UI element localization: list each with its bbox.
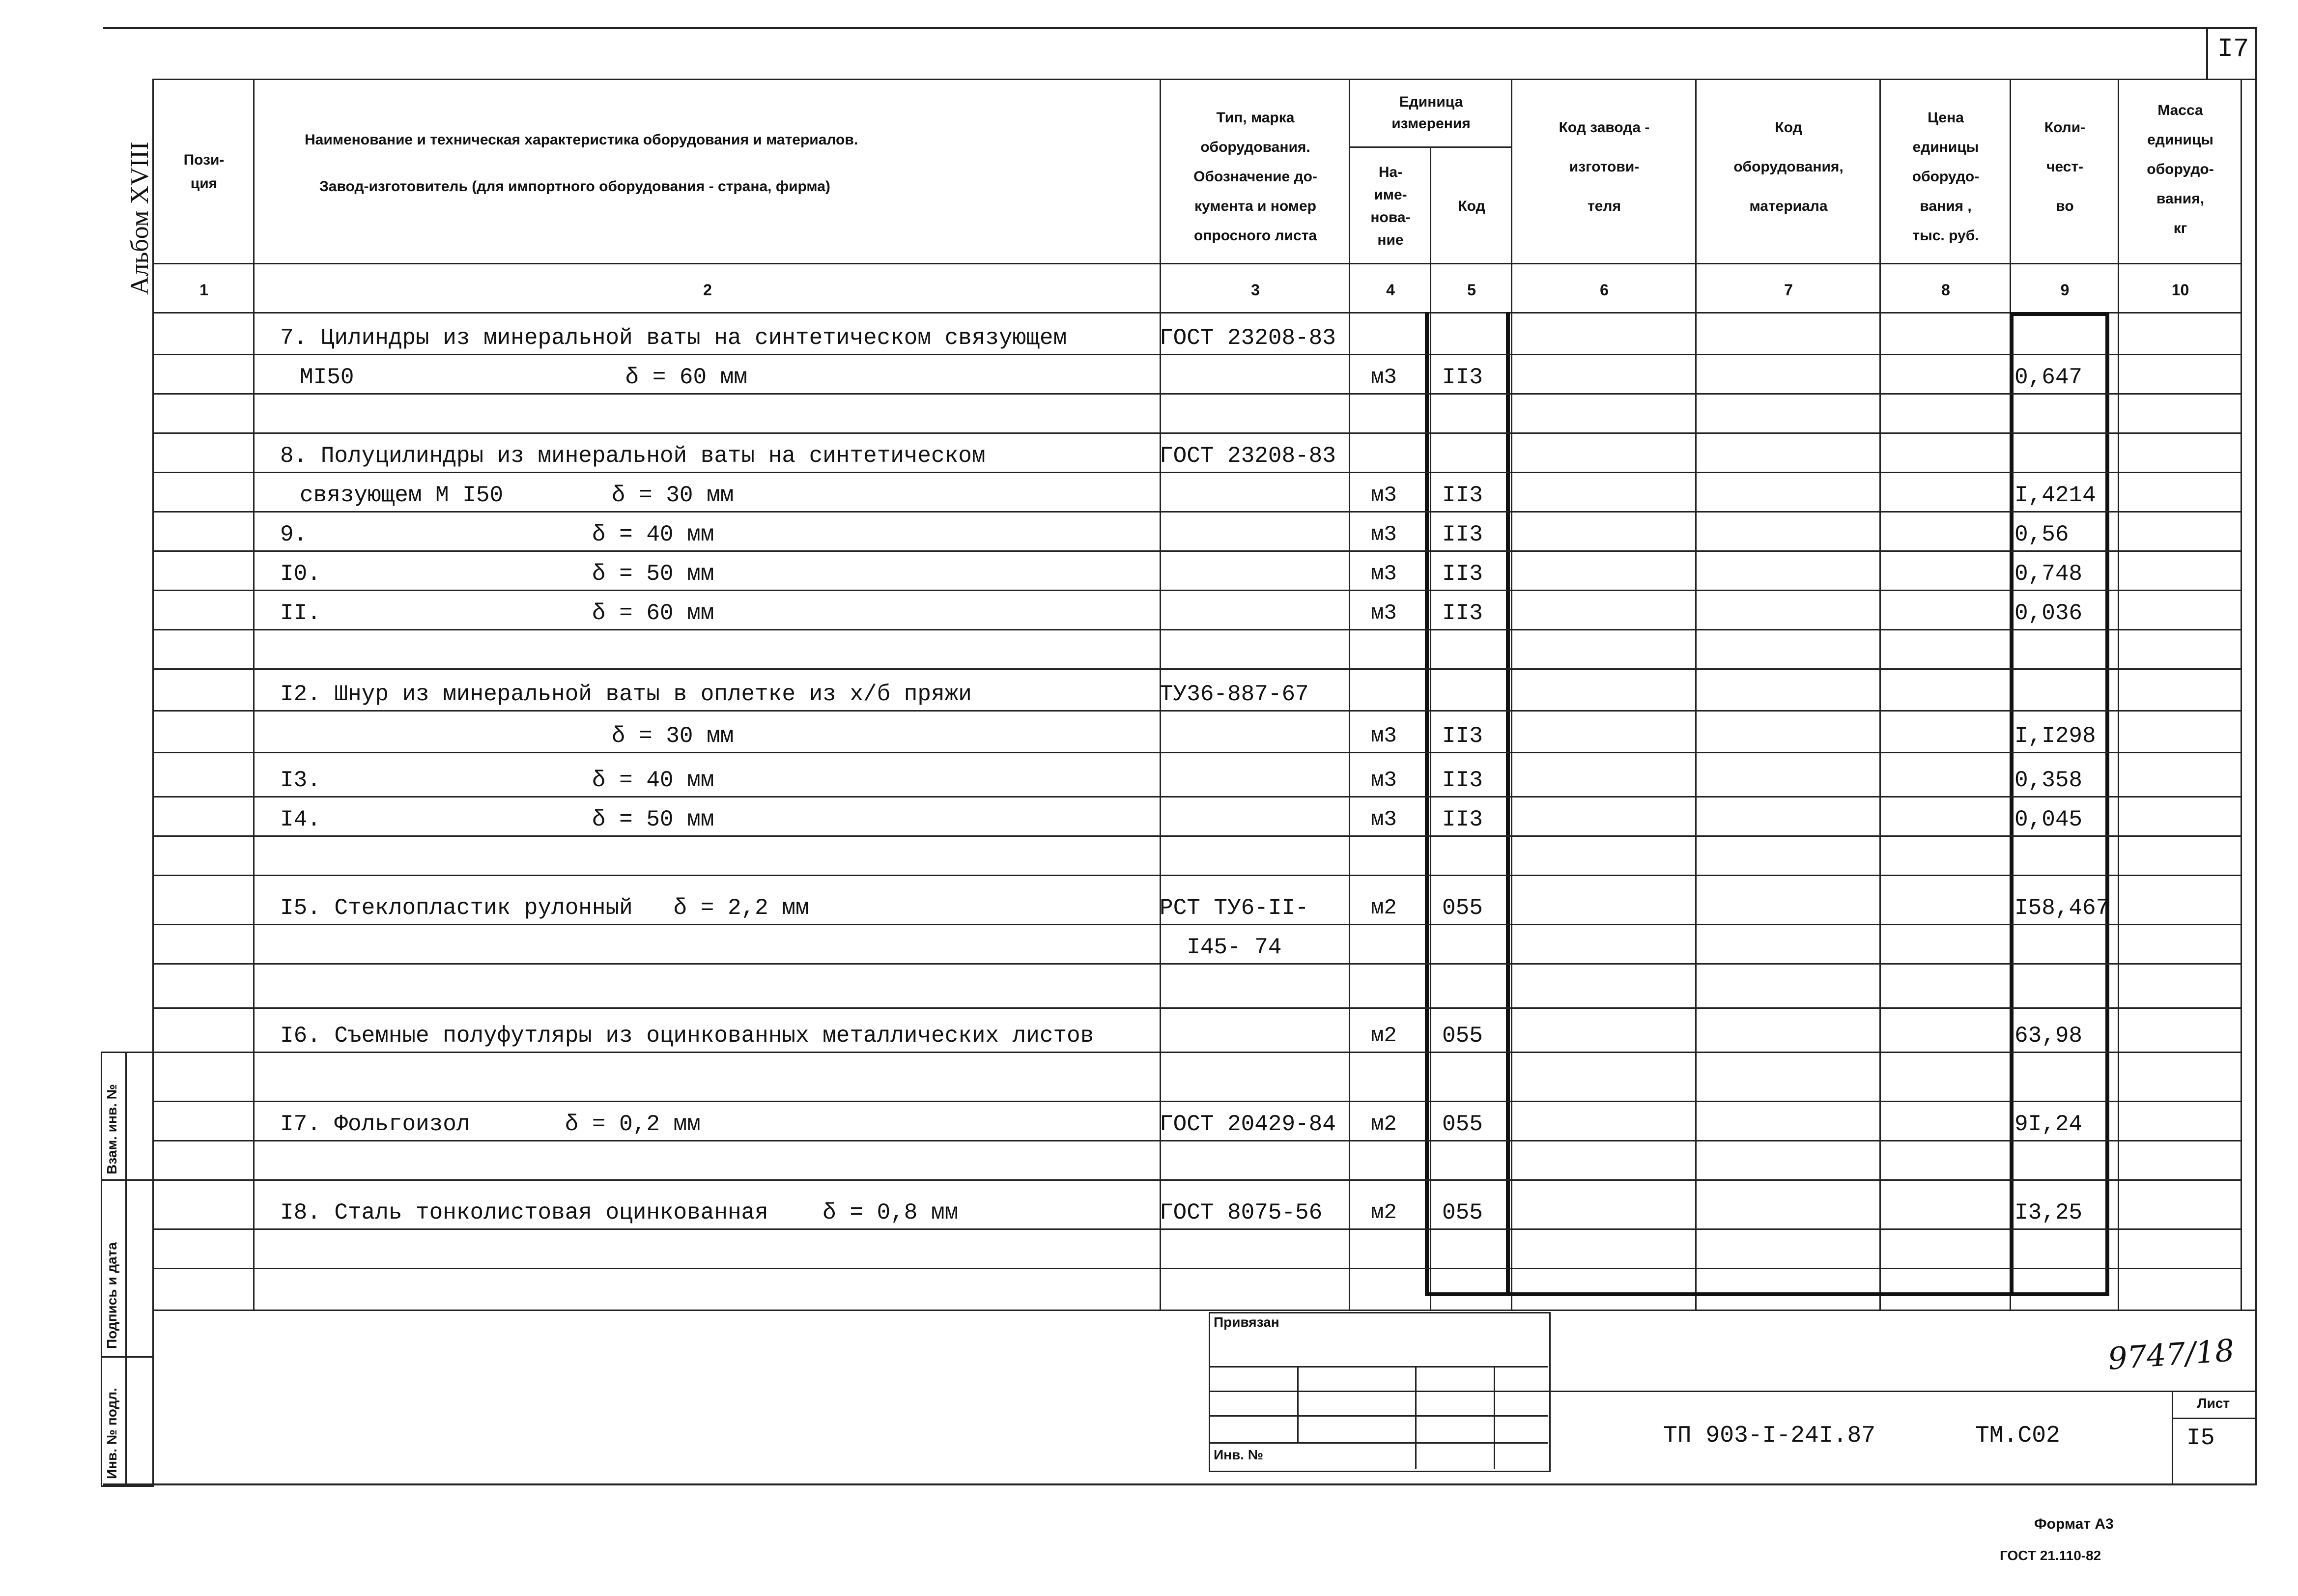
row-qty: 9I,24 — [2014, 1112, 2083, 1137]
header-name-b: Завод-изготовитель (для импортного оборудования - страна, фирма) — [319, 178, 830, 195]
row-qty: I3,25 — [2014, 1200, 2083, 1226]
row-code: 055 — [1442, 1200, 1483, 1226]
row-unit: м3 — [1371, 365, 1397, 390]
header-bottom-line — [152, 263, 2241, 264]
row-code: 055 — [1442, 1023, 1483, 1049]
row-code: II3 — [1442, 522, 1483, 547]
row-qty: I,I298 — [2014, 723, 2096, 749]
row-divider — [152, 1140, 2241, 1141]
row-unit: м3 — [1371, 522, 1397, 547]
row-name: δ = 30 мм — [300, 723, 734, 749]
row-type: ГОСТ 23208-83 — [1160, 325, 1336, 351]
col-line-4 — [1430, 146, 1431, 1310]
row-divider — [152, 511, 2241, 513]
row-qty: 0,036 — [2014, 600, 2083, 626]
row-type: РСТ ТУ6-II- — [1160, 895, 1309, 921]
colnum-8: 8 — [1941, 281, 1950, 299]
row-code: II3 — [1442, 483, 1483, 508]
corner-number: I7 — [2217, 34, 2249, 64]
row-divider — [152, 796, 2241, 798]
row-divider — [152, 1179, 2241, 1181]
list-number: I5 — [2186, 1425, 2215, 1452]
row-divider — [152, 590, 2241, 591]
row-type: ГОСТ 23208-83 — [1160, 443, 1336, 469]
sheet-frame-top — [152, 79, 2255, 80]
row-name: I5. Стеклопластик рулонный δ = 2,2 мм — [280, 895, 809, 921]
col-line-7 — [1879, 79, 1881, 1310]
colnum-10: 10 — [2171, 281, 2189, 299]
side-stamp-vline — [125, 1052, 127, 1484]
thick-line-code — [1506, 312, 1510, 1295]
privyazan-line-2 — [1209, 1391, 1548, 1392]
row-type: ТУ36-887-67 — [1160, 682, 1309, 707]
row-divider — [152, 835, 2241, 837]
row-divider — [152, 629, 2241, 630]
row-name: I7. Фольгоизол δ = 0,2 мм — [280, 1112, 701, 1137]
row-divider — [152, 550, 2241, 552]
row-qty: I58,467 — [2014, 895, 2110, 921]
row-unit: м3 — [1371, 768, 1397, 793]
row-divider — [152, 1228, 2241, 1230]
row-unit: м2 — [1371, 1200, 1397, 1225]
colnum-6: 6 — [1600, 281, 1609, 299]
row-divider — [152, 668, 2241, 670]
row-divider — [152, 752, 2241, 753]
row-type: ГОСТ 8075-56 — [1160, 1200, 1323, 1226]
row-type: I45- 74 — [1160, 935, 1282, 960]
colnum-2: 2 — [703, 281, 712, 299]
colnum-4: 4 — [1386, 281, 1395, 299]
row-name: II. δ = 60 мм — [280, 600, 714, 626]
row-code: II3 — [1442, 807, 1483, 832]
header-unit-code: Код — [1458, 198, 1485, 214]
header-mass: Масса единицы оборудо- вания, кг — [2147, 102, 2214, 236]
row-code: II3 — [1442, 365, 1483, 390]
colnum-3: 3 — [1251, 281, 1260, 299]
privyazan-line-1 — [1209, 1366, 1548, 1368]
col-line-1 — [253, 79, 255, 1310]
row-divider — [152, 1007, 2241, 1009]
handwritten-number: 9747/18 — [2106, 1332, 2236, 1377]
row-unit: м3 — [1371, 483, 1397, 508]
row-name: I6. Съемные полуфутляры из оцинкованных металлических листов — [280, 1023, 1094, 1049]
row-name: I0. δ = 50 мм — [280, 561, 714, 587]
row-name: I2. Шнур из минеральной ваты в оплетке из х/б пряжи — [280, 682, 972, 707]
header-position: Пози- ция — [183, 152, 225, 192]
row-code: II3 — [1442, 768, 1483, 793]
gost-label: ГОСТ 21.110-82 — [2000, 1548, 2101, 1563]
row-qty: 0,045 — [2014, 807, 2083, 832]
header-price: Цена единицы оборудо- вания , тыс. руб. — [1912, 110, 1980, 244]
row-name: МI50 δ = 60 мм — [300, 365, 747, 390]
row-unit: м3 — [1371, 601, 1397, 626]
list-vline — [2172, 1391, 2173, 1484]
col-line-3 — [1349, 79, 1350, 1310]
privyazan-line-4 — [1209, 1442, 1548, 1444]
side-stamp-signature: Подпись и дата — [104, 1242, 119, 1349]
title-block-top — [152, 1310, 2255, 1311]
row-code: II3 — [1442, 561, 1483, 587]
row-name: 9. δ = 40 мм — [280, 522, 714, 547]
row-divider — [152, 1268, 2241, 1269]
privyazan-vline-1 — [1297, 1366, 1299, 1442]
list-hline — [2172, 1418, 2255, 1419]
header-unit: Единица измерения — [1391, 94, 1471, 132]
colnum-1: 1 — [199, 281, 208, 299]
col-line-9 — [2118, 79, 2119, 1310]
row-unit: м3 — [1371, 562, 1397, 586]
row-unit: м2 — [1371, 896, 1397, 920]
side-stamp-inv-podl: Инв. № подл. — [104, 1388, 119, 1479]
colnum-9: 9 — [2060, 281, 2070, 299]
row-code: 055 — [1442, 1112, 1483, 1137]
row-name: 8. Полуцилиндры из минеральной ваты на синтетическом — [280, 443, 986, 469]
row-name: I3. δ = 40 мм — [280, 768, 714, 793]
doc-code-line — [1548, 1391, 2255, 1392]
row-name: I4. δ = 50 мм — [280, 807, 714, 832]
side-stamp-zam-inv: Взам. инв. № — [104, 1084, 119, 1174]
privyazan-vline-2 — [1415, 1366, 1417, 1469]
row-divider — [152, 393, 2241, 395]
row-divider — [152, 472, 2241, 473]
row-qty: I,4214 — [2014, 483, 2096, 508]
row-divider — [152, 354, 2241, 355]
row-unit: м2 — [1371, 1024, 1397, 1048]
inv-label: Инв. № — [1214, 1447, 1264, 1462]
col-line-10 — [2241, 79, 2242, 1310]
row-name: 7. Цилиндры из минеральной ваты на синтетическом связующем — [280, 325, 1067, 351]
header-equip-code: Код оборудования, материала — [1733, 119, 1844, 214]
thick-line-qty-right — [2105, 312, 2109, 1295]
header-plant-code: Код завода - изготови- теля — [1559, 119, 1650, 214]
row-divider — [152, 1052, 2241, 1053]
row-unit: м3 — [1371, 724, 1397, 748]
privyazan-line-3 — [1209, 1415, 1548, 1417]
thick-line-qty-left — [2010, 312, 2014, 1295]
doc-code: ТП 903-I-24I.87 — [1663, 1423, 1876, 1449]
row-divider — [152, 710, 2241, 712]
col-line-5 — [1511, 79, 1512, 1310]
row-qty: 0,647 — [2014, 365, 2083, 390]
format-label: Формат А3 — [2034, 1516, 2114, 1532]
header-name-a: Наименование и техническая характеристика оборудования и материалов. — [305, 132, 858, 148]
row-unit: м2 — [1371, 1112, 1397, 1137]
privyazan-vline-3 — [1494, 1366, 1495, 1469]
privyazan-label: Привязан — [1214, 1314, 1279, 1330]
header-qty: Коли- чест- во — [2044, 119, 2086, 214]
row-qty: 0,748 — [2014, 561, 2083, 587]
colnum-5: 5 — [1467, 281, 1476, 299]
row-divider — [152, 432, 2241, 434]
row-type: ГОСТ 20429-84 — [1160, 1112, 1336, 1137]
header-unit-name: На- име- нова- ние — [1370, 164, 1411, 248]
row-qty: 63,98 — [2014, 1023, 2083, 1049]
thick-line-unit — [1425, 312, 1429, 1295]
row-qty: 0,56 — [2014, 522, 2069, 547]
row-unit: м3 — [1371, 807, 1397, 832]
row-divider — [152, 875, 2241, 876]
list-label: Лист — [2197, 1396, 2230, 1411]
row-divider — [152, 963, 2241, 965]
row-name: I8. Сталь тонколистовая оцинкованная δ = 0,8 мм — [280, 1200, 959, 1226]
colnum-7: 7 — [1784, 281, 1793, 299]
row-qty: 0,358 — [2014, 768, 2083, 793]
header-type: Тип, марка оборудования. Обозначение до- кумента и номер опросного листа — [1193, 110, 1317, 244]
thick-line-bottom — [1425, 1292, 2109, 1296]
row-divider — [152, 1101, 2241, 1102]
row-code: 055 — [1442, 895, 1483, 921]
col-line-6 — [1695, 79, 1697, 1310]
sheet-code: ТМ.С02 — [1975, 1423, 2060, 1449]
row-code: II3 — [1442, 600, 1483, 626]
row-name: связующем М I50 δ = 30 мм — [300, 483, 734, 508]
album-label: Альбом XVIII — [126, 142, 154, 295]
row-code: II3 — [1442, 723, 1483, 749]
row-divider — [152, 924, 2241, 925]
